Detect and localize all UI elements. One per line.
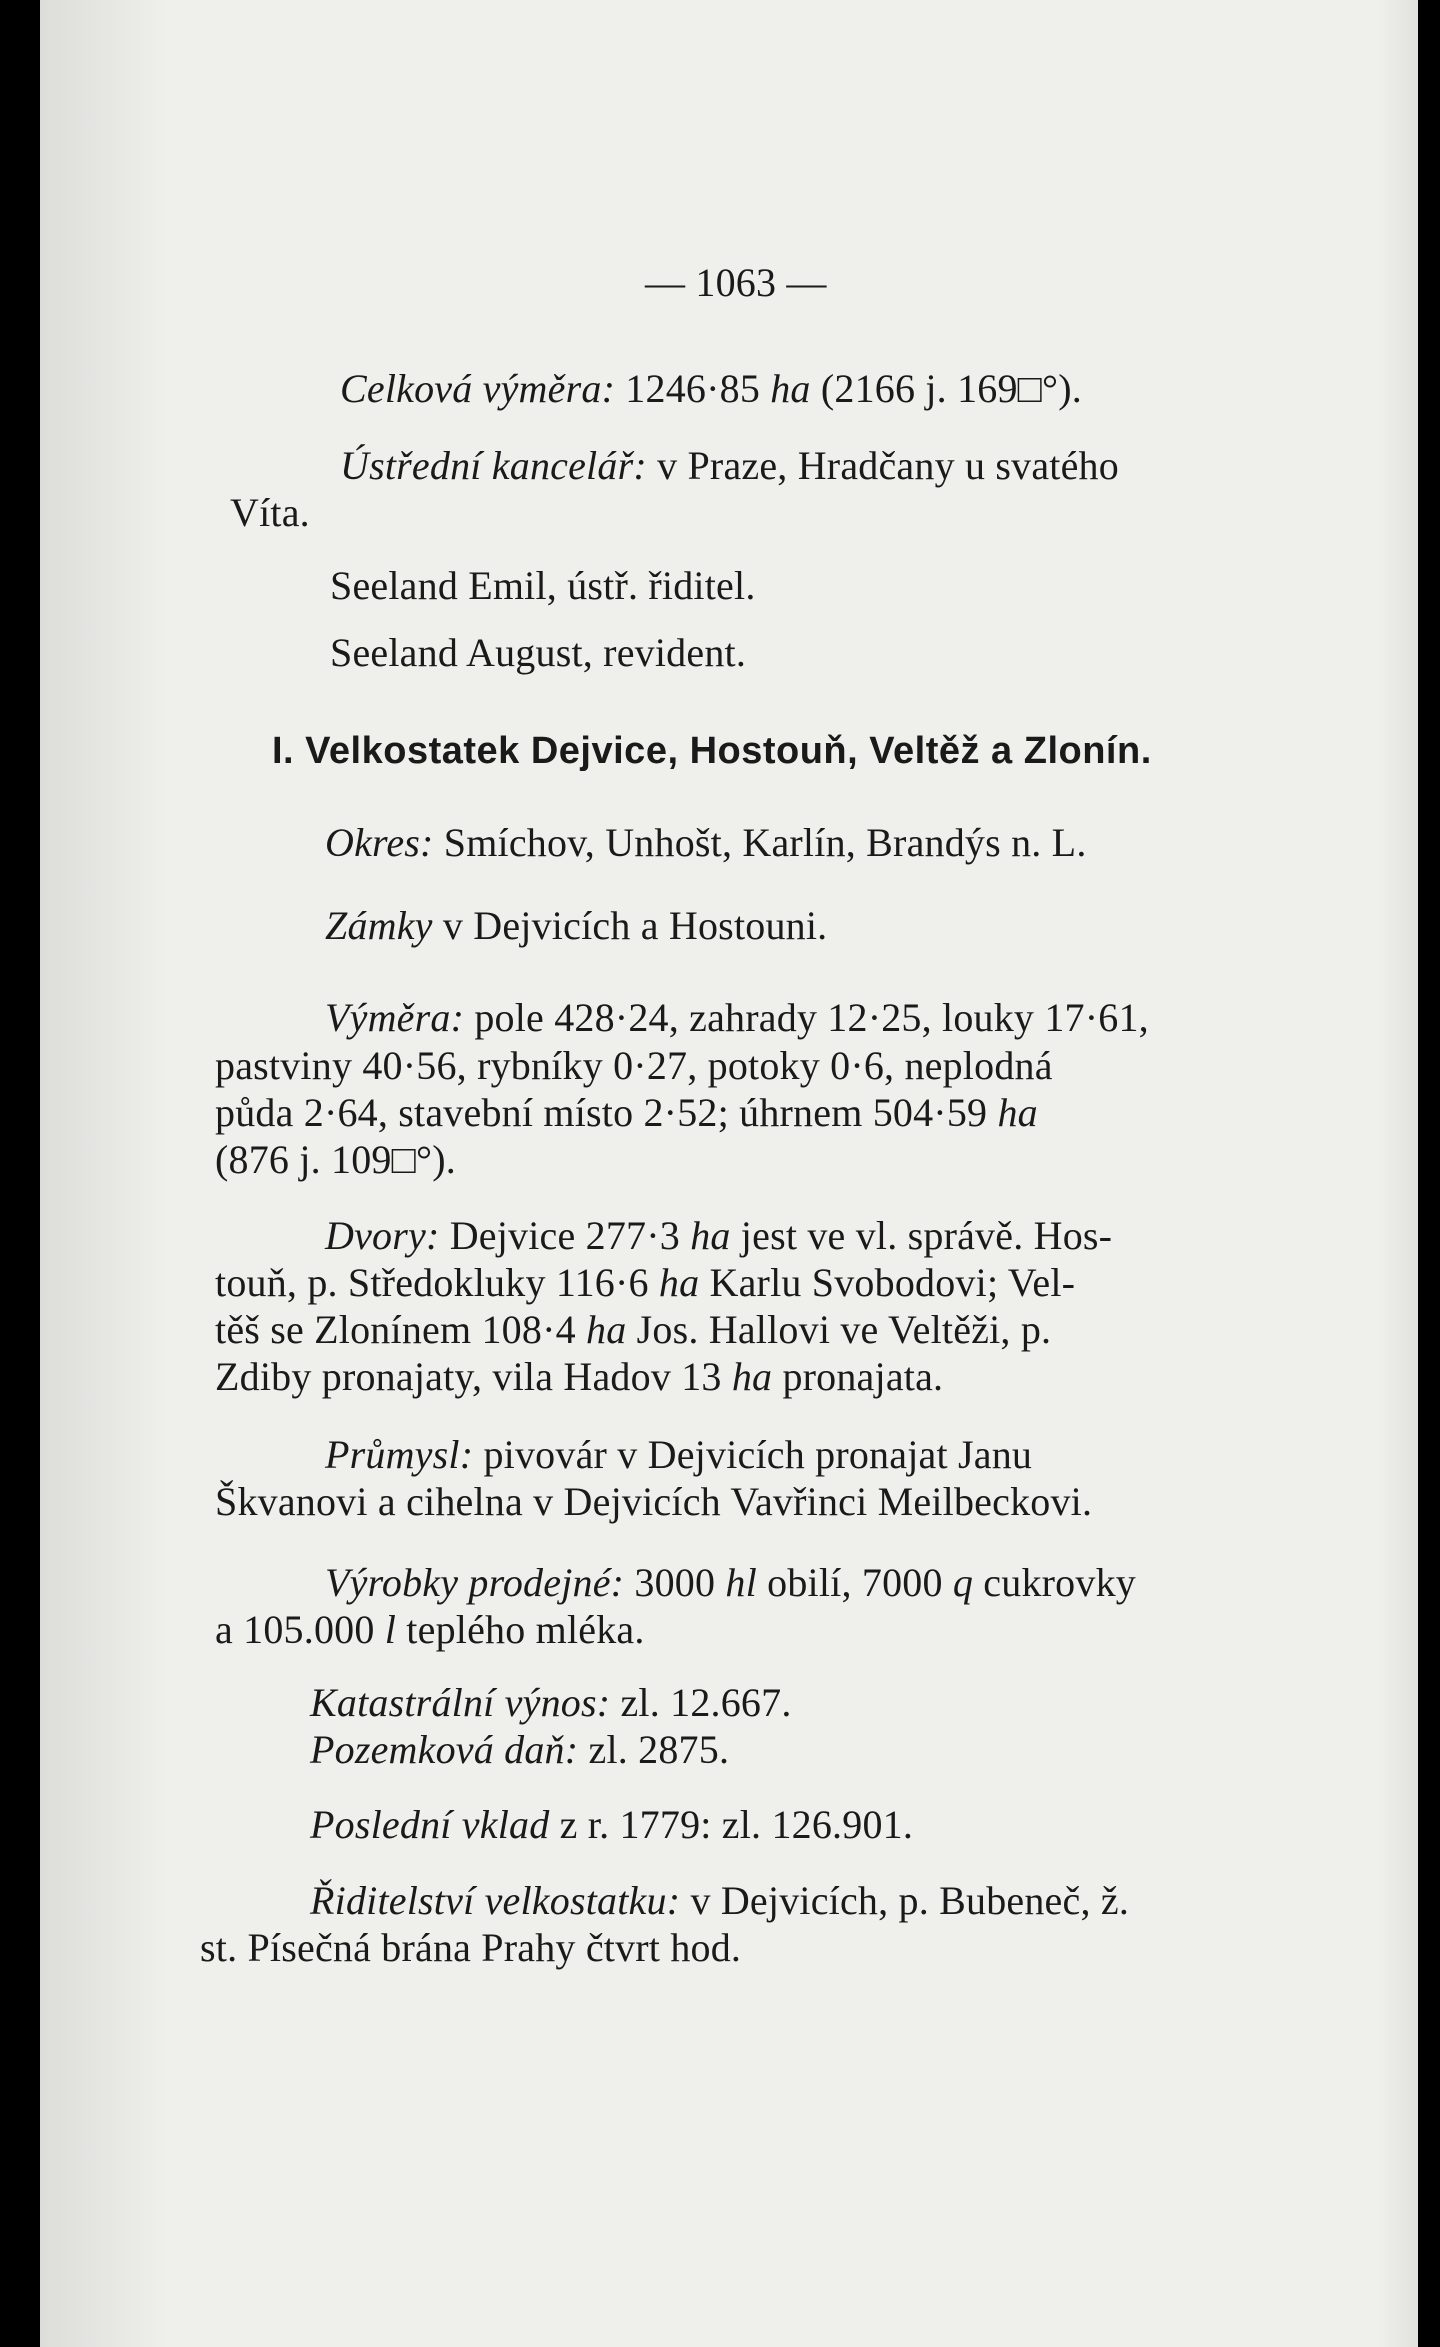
area-unit-3: ha bbox=[997, 1090, 1038, 1135]
central-office-value: v Praze, Hradčany u svatého bbox=[657, 443, 1119, 488]
staff-director: Seeland Emil, ústř. řiditel. bbox=[330, 563, 756, 608]
products-text-2a: a 105.000 bbox=[215, 1607, 375, 1652]
district-value: Smíchov, Unhošt, Karlín, Brandýs n. L. bbox=[443, 820, 1087, 865]
farms-text-2a: touň, p. Středokluky 116·6 bbox=[215, 1260, 649, 1305]
central-office-line bbox=[340, 443, 1119, 489]
district-line bbox=[325, 820, 1087, 866]
directorate-text-1: v Dejvicích, p. Bubeneč, ž. bbox=[690, 1878, 1130, 1923]
area-text-3: půda 2·64, stavební místo 2·52; úhrnem 504·59 bbox=[215, 1090, 988, 1135]
products-text-2b: teplého mléka. bbox=[406, 1607, 645, 1652]
farms-line-2 bbox=[215, 1260, 1075, 1306]
total-area-line bbox=[340, 366, 1082, 412]
farms-text-1b: jest ve vl. správě. Hos- bbox=[740, 1213, 1113, 1258]
page-edge-shadow bbox=[1378, 0, 1418, 2347]
farms-unit-4: ha bbox=[731, 1354, 773, 1399]
total-area-joch: (2166 j. 169□°). bbox=[820, 366, 1082, 411]
farms-text-3b: Jos. Hallovi ve Veltěži, p. bbox=[636, 1307, 1052, 1352]
farms-line-4 bbox=[215, 1354, 943, 1400]
area-line-4: (876 j. 109□°). bbox=[215, 1137, 456, 1182]
products-line-2 bbox=[215, 1607, 645, 1653]
central-office-line-2: Víta. bbox=[230, 490, 310, 535]
directorate-line-1 bbox=[310, 1878, 1129, 1924]
district-label: Okres: bbox=[325, 820, 434, 865]
farms-text-2b: Karlu Svobodovi; Vel- bbox=[709, 1260, 1076, 1305]
products-unit-hl: hl bbox=[725, 1560, 757, 1605]
area-label: Výměra: bbox=[325, 995, 465, 1040]
farms-unit-2: ha bbox=[658, 1260, 700, 1305]
products-text-1b: obilí, 7000 bbox=[767, 1560, 943, 1605]
castles-label: Zámky bbox=[325, 903, 433, 948]
page-gutter-shadow bbox=[40, 0, 170, 2347]
land-tax-label: Pozemková daň: bbox=[310, 1727, 579, 1772]
land-tax-line bbox=[310, 1727, 729, 1773]
products-text-1a: 3000 bbox=[634, 1560, 716, 1605]
area-line-2: pastviny 40·56, rybníky 0·27, potoky 0·6, neplodná bbox=[215, 1043, 1053, 1088]
products-unit-q: q bbox=[952, 1560, 974, 1605]
industry-text-1: pivovár v Dejvicích pronajat Janu bbox=[483, 1432, 1033, 1477]
farms-text-1a: Dejvice 277·3 bbox=[449, 1213, 680, 1258]
industry-label: Průmysl: bbox=[325, 1432, 474, 1477]
farms-line-1 bbox=[325, 1213, 1112, 1259]
total-area-label: Celková výměra: bbox=[340, 366, 616, 411]
last-deposit-label: Poslední vklad bbox=[310, 1802, 550, 1847]
farms-text-3a: těš se Zlonínem 108·4 bbox=[215, 1307, 576, 1352]
directorate-label: Řiditelství velkostatku: bbox=[310, 1878, 681, 1923]
castles-line bbox=[325, 903, 827, 949]
farms-text-4b: pronajata. bbox=[782, 1354, 944, 1399]
castles-value: v Dejvicích a Hostouni. bbox=[442, 903, 828, 948]
products-line-1 bbox=[325, 1560, 1136, 1606]
total-area-unit: ha bbox=[770, 366, 811, 411]
farms-line-3 bbox=[215, 1307, 1051, 1353]
products-unit-l: l bbox=[384, 1607, 397, 1652]
central-office-label: Ústřední kancelář: bbox=[340, 443, 647, 488]
staff-auditor: Seeland August, revident. bbox=[330, 630, 747, 675]
industry-line-2: Škvanovi a cihelna v Dejvicích Vavřinci Meilbeckovi. bbox=[215, 1479, 1093, 1524]
total-area-value: 1246·85 bbox=[625, 366, 761, 411]
cadastral-yield-label: Katastrální výnos: bbox=[310, 1680, 611, 1725]
directorate-line-2: st. Písečná brána Prahy čtvrt hod. bbox=[200, 1925, 742, 1970]
area-line-1 bbox=[325, 995, 1149, 1041]
land-tax-value: zl. 2875. bbox=[588, 1727, 730, 1772]
farms-label: Dvory: bbox=[325, 1213, 440, 1258]
farms-unit-1: ha bbox=[690, 1213, 731, 1258]
farms-unit-3: ha bbox=[586, 1307, 627, 1352]
page-number: — 1063 — bbox=[645, 260, 827, 305]
cadastral-yield-line bbox=[310, 1680, 792, 1726]
area-text-1: pole 428·24, zahrady 12·25, louky 17·61, bbox=[474, 995, 1149, 1040]
book-page bbox=[40, 0, 1418, 2347]
last-deposit-line bbox=[310, 1802, 913, 1848]
last-deposit-value: z r. 1779: zl. 126.901. bbox=[559, 1802, 914, 1847]
cadastral-yield-value: zl. 12.667. bbox=[620, 1680, 792, 1725]
area-line-3 bbox=[215, 1090, 1038, 1136]
industry-line-1 bbox=[325, 1432, 1032, 1478]
products-text-1c: cukrovky bbox=[983, 1560, 1136, 1605]
farms-text-4a: Zdiby pronajaty, vila Hadov 13 bbox=[215, 1354, 722, 1399]
products-label: Výrobky prodejné: bbox=[325, 1560, 625, 1605]
estate-heading: I. Velkostatek Dejvice, Hostouň, Veltěž a Zlonín. bbox=[272, 730, 1152, 772]
